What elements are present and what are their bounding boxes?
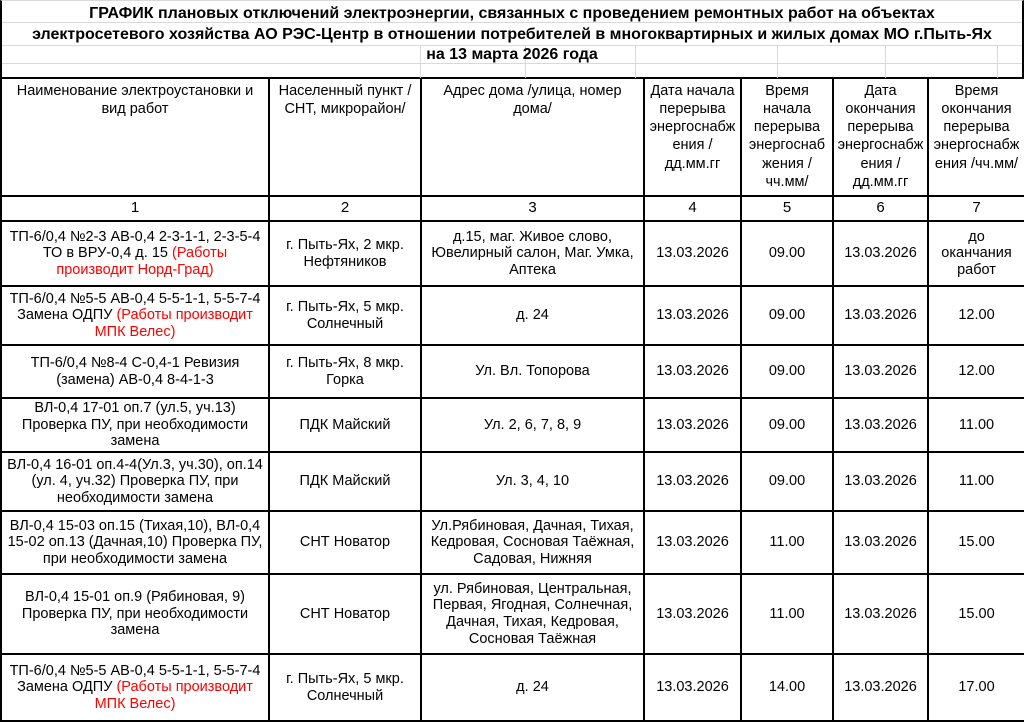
title-line-1: ГРАФИК плановых отключений электроэнергии, связанных с проведением ремонтных работ на объектах xyxy=(89,5,935,22)
cell-installation xyxy=(1,574,269,654)
column-number: 7 xyxy=(928,196,1024,221)
cell-date-start: 13.03.2026 xyxy=(644,398,741,452)
column-number-row xyxy=(1,196,1024,221)
column-number: 1 xyxy=(1,196,269,221)
cell-time-end: 12.00 xyxy=(928,286,1024,345)
column-number: 3 xyxy=(421,196,644,221)
cell-locality: СНТ Новатор xyxy=(269,511,421,574)
cell-address: д.15, маг. Живое слово, Ювелирный салон, Маг. Умка, Аптека xyxy=(421,221,644,286)
installation-text: ТП-6/0,4 №8-4 С-0,4-1 Ревизия (замена) АВ-0,4 8-4-1-3 xyxy=(30,354,240,388)
cell-date-end: 13.03.2026 xyxy=(833,511,928,574)
cell-address: Ул. Вл. Топорова xyxy=(421,345,644,398)
installation-text: ВЛ-0,4 15-01 оп.9 (Рябиновая, 9) Проверка ПУ, при необходимости замена xyxy=(21,589,249,639)
cell-locality: СНТ Новатор xyxy=(269,574,421,654)
cell-date-start: 13.03.2026 xyxy=(644,574,741,654)
cell-date-start: 13.03.2026 xyxy=(644,511,741,574)
installation-text: ТП-6/0,4 №5-5 АВ-0,4 5-5-1-1, 5-5-7-4 Замена ОДПУ xyxy=(9,290,261,324)
installation-text: ТП-6/0,4 №5-5 АВ-0,4 5-5-1-1, 5-5-7-4 Замена ОДПУ xyxy=(9,662,261,696)
header-row xyxy=(1,78,1024,196)
installation-text: ВЛ-0,4 17-01 оп.7 (ул.5, уч.13) Проверка ПУ, при необходимости замена xyxy=(21,400,249,450)
cell-installation xyxy=(1,345,269,398)
table-row xyxy=(1,286,1024,345)
cell-address: ул. Рябиновая, Центральная, Первая, Ягодная, Солнечная, Дачная, Тихая, Кедровая, Сосновая Таёжная xyxy=(421,574,644,654)
cell-date-end: 13.03.2026 xyxy=(833,398,928,452)
cell-installation xyxy=(1,511,269,574)
cell-locality: ПДК Майский xyxy=(269,398,421,452)
contractor-note: (Работы производит МПК Велес) xyxy=(94,307,253,340)
column-header-date-end: Дата окончания перерыва энергоснабжения /дд.мм.гг xyxy=(833,78,928,196)
cell-time-end: 11.00 xyxy=(928,398,1024,452)
contractor-note: (Работы производит Норд-Град) xyxy=(56,245,228,278)
outage-schedule-table xyxy=(0,77,1024,722)
cell-time-start: 09.00 xyxy=(741,398,833,452)
installation-text: ТП-6/0,4 №2-3 АВ-0,4 2-3-1-1, 2-3-5-4 ТО в ВРУ-0,4 д. 15 xyxy=(9,228,261,262)
cell-time-start: 09.00 xyxy=(741,286,833,345)
cell-address: Ул. 3, 4, 10 xyxy=(421,452,644,511)
column-header-installation: Наименование электроустановки и вид работ xyxy=(1,78,269,196)
cell-time-start: 09.00 xyxy=(741,452,833,511)
cell-locality: г. Пыть-Ях, 5 мкр. Солнечный xyxy=(269,286,421,345)
cell-locality: ПДК Майский xyxy=(269,452,421,511)
column-header-time-start: Время начала перерыва энергоснабжения /чч.мм/ xyxy=(741,78,833,196)
cell-time-end: до оканчания работ xyxy=(928,221,1024,286)
column-header-locality: Населенный пункт /СНТ, микрорайон/ xyxy=(269,78,421,196)
cell-date-end: 13.03.2026 xyxy=(833,654,928,721)
cell-date-start: 13.03.2026 xyxy=(644,345,741,398)
column-header-time-end: Время окончания перерыва энергоснабжения /чч.мм/ xyxy=(928,78,1024,196)
table-row xyxy=(1,345,1024,398)
cell-address: Ул. 2, 6, 7, 8, 9 xyxy=(421,398,644,452)
cell-time-start: 14.00 xyxy=(741,654,833,721)
cell-locality: г. Пыть-Ях, 5 мкр. Солнечный xyxy=(269,654,421,721)
cell-time-end: 15.00 xyxy=(928,574,1024,654)
cell-date-end: 13.03.2026 xyxy=(833,452,928,511)
column-number: 2 xyxy=(269,196,421,221)
cell-date-start: 13.03.2026 xyxy=(644,452,741,511)
contractor-note: (Работы производит МПК Велес) xyxy=(94,679,253,712)
cell-address: Ул.Рябиновая, Дачная, Тихая, Кедровая, Сосновая Таёжная, Садовая, Нижняя xyxy=(421,511,644,574)
column-number: 4 xyxy=(644,196,741,221)
title-line-3: на 13 марта 2026 года xyxy=(426,46,598,63)
cell-time-start: 11.00 xyxy=(741,574,833,654)
cell-date-start: 13.03.2026 xyxy=(644,654,741,721)
table-row xyxy=(1,654,1024,721)
cell-address: д. 24 xyxy=(421,654,644,721)
installation-text: ВЛ-0,4 16-01 оп.4-4(Ул.3, уч.30), оп.14 (ул. 4, уч.32) Проверка ПУ, при необходимости замена xyxy=(7,456,263,506)
table-row xyxy=(1,511,1024,574)
table-row xyxy=(1,221,1024,286)
column-header-address: Адрес дома /улица, номер дома/ xyxy=(421,78,644,196)
title-line-2: электросетевого хозяйства АО РЭС-Центр в отношении потребителей в многоквартирных и жилых домах МО г.Пыть-Ях xyxy=(32,26,992,43)
cell-time-end: 12.00 xyxy=(928,345,1024,398)
cell-date-end: 13.03.2026 xyxy=(833,574,928,654)
document-title xyxy=(0,0,1024,77)
table-row xyxy=(1,398,1024,452)
cell-time-start: 11.00 xyxy=(741,511,833,574)
table-row xyxy=(1,574,1024,654)
cell-time-start: 09.00 xyxy=(741,345,833,398)
cell-date-end: 13.03.2026 xyxy=(833,345,928,398)
cell-date-end: 13.03.2026 xyxy=(833,286,928,345)
cell-installation xyxy=(1,452,269,511)
cell-installation xyxy=(1,221,269,286)
cell-date-start: 13.03.2026 xyxy=(644,286,741,345)
cell-address: д. 24 xyxy=(421,286,644,345)
installation-text: ВЛ-0,4 15-03 оп.15 (Тихая,10), ВЛ-0,4 15-02 оп.13 (Дачная,10) Проверка ПУ, при необходимости замена xyxy=(7,517,263,567)
cell-installation xyxy=(1,654,269,721)
cell-time-end: 11.00 xyxy=(928,452,1024,511)
cell-time-end: 17.00 xyxy=(928,654,1024,721)
cell-time-start: 09.00 xyxy=(741,221,833,286)
cell-locality: г. Пыть-Ях, 2 мкр. Нефтяников xyxy=(269,221,421,286)
column-number: 5 xyxy=(741,196,833,221)
column-number: 6 xyxy=(833,196,928,221)
cell-time-end: 15.00 xyxy=(928,511,1024,574)
table-row xyxy=(1,452,1024,511)
cell-date-end: 13.03.2026 xyxy=(833,221,928,286)
cell-installation xyxy=(1,398,269,452)
cell-date-start: 13.03.2026 xyxy=(644,221,741,286)
cell-locality: г. Пыть-Ях, 8 мкр. Горка xyxy=(269,345,421,398)
cell-installation xyxy=(1,286,269,345)
column-header-date-start: Дата начала перерыва энергоснабжения /дд.мм.гг xyxy=(644,78,741,196)
